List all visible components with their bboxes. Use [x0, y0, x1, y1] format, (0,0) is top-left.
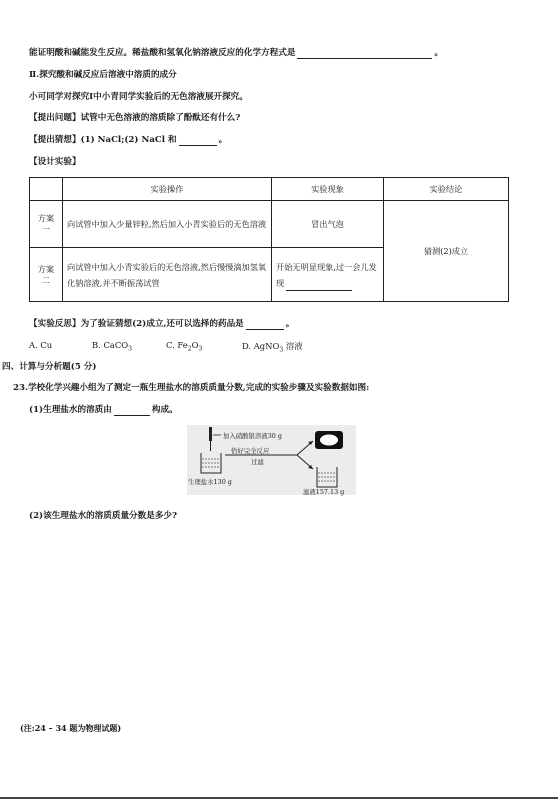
experiment-diagram — [187, 425, 356, 495]
header-operation: 实验操作 — [63, 178, 272, 201]
phenomenon-cell — [272, 248, 384, 302]
q23-line — [13, 382, 369, 394]
reflection-line — [29, 318, 294, 330]
question-label: 【提出问题】试管中无色溶液的溶质除了酚酞还有什么? — [29, 113, 241, 123]
phenomenon-cell: 冒出气泡 — [272, 201, 384, 248]
operation-cell: 向试管中加入小青实验后的无色溶液,然后慢慢滴加氢氧化钠溶液,并不断振荡试管 — [63, 248, 272, 302]
option-d[interactable]: D. AgNO$_3$ 溶液 — [242, 341, 303, 354]
reflection-end-mark: 。 — [285, 319, 295, 329]
filter-label: 过滤 — [251, 458, 264, 466]
q23-part2: (2)该生理盐水的溶质质量分数是多少? — [29, 511, 178, 521]
part2-heading: Ⅱ.探究酸和碱反应后溶液中溶质的成分 — [29, 70, 177, 80]
intro-line — [29, 47, 443, 59]
header-phenomenon: 实验现象 — [272, 178, 384, 201]
table-header-row — [30, 178, 509, 201]
q23-part1-blank[interactable] — [114, 405, 150, 416]
conclusion-cell: 猜测(2)成立 — [384, 201, 509, 302]
hypothesis-answer-blank[interactable] — [179, 135, 217, 146]
q23-part1-prefix: (1)生理盐水的溶质由 — [29, 405, 112, 415]
phenomenon-text: 开始无明显现象,过一会儿发现 — [276, 261, 377, 288]
operation-cell: 向试管中加入少量锌粒,然后加入小青实验后的无色溶液 — [63, 201, 272, 248]
q23-part1 — [29, 404, 178, 416]
dropper-icon — [209, 427, 212, 441]
phenomenon-answer-blank[interactable] — [286, 280, 352, 291]
option-c[interactable]: C. $Fe_2O_3$ — [166, 340, 203, 353]
filtrate-label: 滤液157.13 g — [303, 488, 345, 496]
option-b[interactable]: B. CaCO$_3$ — [92, 340, 132, 353]
option-a[interactable]: A. Cu — [29, 340, 53, 350]
row-label: 方案一 — [30, 201, 63, 248]
add-label: 加入硝酸银溶液30 g — [223, 432, 282, 440]
table-row — [30, 201, 509, 248]
footer-note: (注:24 – 34 题为物理试题) — [20, 723, 122, 733]
design-label: 【设计实验】 — [29, 157, 81, 167]
hypothesis-label: 【提出猜想】(1) NaCl;(2) NaCl 和 — [29, 135, 177, 145]
q23-text: 学校化学兴趣小组为了测定一瓶生理盐水的溶质质量分数,完成的实验步骤及实验数据如图: — [27, 383, 370, 393]
row-label: 方案二 — [30, 248, 63, 302]
section4-heading: 四、计算与分析题(5 分) — [2, 362, 97, 372]
hypothesis-line — [29, 134, 227, 146]
hypothesis-end-mark: 。 — [218, 135, 228, 145]
experiment-table — [29, 177, 509, 302]
intro-text: 能证明酸和碱能发生反应。稀盐酸和氢氧化钠溶液反应的化学方程式是 — [29, 48, 296, 58]
q23-part1-suffix: 构成。 — [151, 405, 178, 415]
reaction-label: 恰好完全反应 — [231, 447, 270, 455]
reflection-label: 【实验反思】为了验证猜想(2)成立,还可以选择的药品是 — [29, 319, 244, 329]
table-corner-cell — [30, 178, 63, 201]
reflection-answer-blank[interactable] — [246, 319, 284, 330]
part2-intro: 小可同学对探究Ⅰ中小青同学实验后的无色溶液展开探究。 — [29, 92, 248, 102]
q23-number: 23. — [13, 383, 28, 393]
saline-label: 生理盐水130 g — [188, 478, 232, 486]
header-conclusion: 实验结论 — [384, 178, 509, 201]
end-mark: 。 — [434, 48, 444, 58]
equation-answer-blank[interactable] — [297, 48, 432, 59]
